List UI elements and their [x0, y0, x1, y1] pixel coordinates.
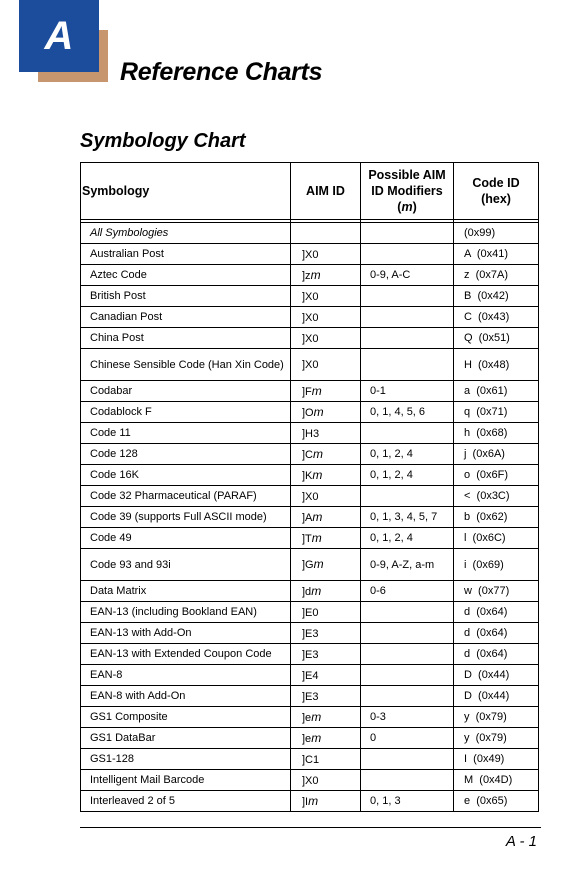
cell-aim-id	[291, 644, 361, 665]
cell-aim-id	[291, 286, 361, 307]
table-row	[81, 244, 539, 265]
cell-modifiers: 0	[361, 728, 454, 749]
cell-modifiers	[361, 328, 454, 349]
aim-id-modifier-var: m	[308, 793, 319, 808]
cell-symbology: Code 39 (supports Full ASCII mode)	[81, 507, 291, 528]
cell-aim-id	[291, 349, 361, 381]
cell-modifiers: 0, 1, 3	[361, 791, 454, 812]
cell-code-id: y (0x79)	[454, 728, 539, 749]
cell-aim-id	[291, 265, 361, 286]
cell-symbology: GS1 Composite	[81, 707, 291, 728]
cell-aim-id	[291, 686, 361, 707]
cell-code-id: w (0x77)	[454, 581, 539, 602]
aim-id-prefix: ]H3	[302, 427, 320, 440]
aim-id-prefix: ]X0	[302, 359, 319, 371]
cell-code-id: D (0x44)	[454, 686, 539, 707]
cell-code-id: d (0x64)	[454, 644, 539, 665]
cell-aim-id	[291, 665, 361, 686]
cell-code-id: b (0x62)	[454, 507, 539, 528]
cell-symbology: British Post	[81, 286, 291, 307]
cell-modifiers	[361, 244, 454, 265]
cell-symbology: EAN-13 with Add-On	[81, 623, 291, 644]
cell-code-id: e (0x65)	[454, 791, 539, 812]
cell-symbology: Aztec Code	[81, 265, 291, 286]
cell-modifiers: 0, 1, 4, 5, 6	[361, 402, 454, 423]
cell-symbology: GS1 DataBar	[81, 728, 291, 749]
aim-id-prefix: ]E3	[302, 690, 319, 703]
cell-modifiers: 0, 1, 3, 4, 5, 7	[361, 507, 454, 528]
aim-id-prefix: ]z	[302, 269, 311, 282]
cell-code-id: y (0x79)	[454, 707, 539, 728]
cell-modifiers	[361, 602, 454, 623]
cell-symbology: China Post	[81, 328, 291, 349]
aim-id-prefix: ]G	[302, 559, 314, 571]
cell-symbology: GS1-128	[81, 749, 291, 770]
cell-symbology: Canadian Post	[81, 307, 291, 328]
cell-aim-id	[291, 707, 361, 728]
cell-aim-id	[291, 444, 361, 465]
table-body	[81, 223, 539, 812]
cell-aim-id	[291, 328, 361, 349]
cell-symbology: Code 49	[81, 528, 291, 549]
cell-modifiers	[361, 349, 454, 381]
aim-id-prefix: ]e	[302, 732, 312, 745]
table-row	[81, 581, 539, 602]
aim-id-prefix: ]X0	[302, 332, 319, 345]
aim-id-modifier-var: m	[313, 446, 323, 461]
symbology-table	[80, 162, 539, 812]
aim-id-modifier-var: m	[311, 730, 322, 745]
table-row	[81, 402, 539, 423]
aim-id-prefix: ]A	[302, 511, 313, 524]
cell-aim-id	[291, 507, 361, 528]
cell-symbology: Codablock F	[81, 402, 291, 423]
cell-symbology: EAN-13 (including Bookland EAN)	[81, 602, 291, 623]
cell-modifiers: 0-6	[361, 581, 454, 602]
cell-aim-id	[291, 602, 361, 623]
cell-code-id: C (0x43)	[454, 307, 539, 328]
cell-aim-id	[291, 465, 361, 486]
table-row	[81, 602, 539, 623]
cell-code-id: M (0x4D)	[454, 770, 539, 791]
header-modifiers-var: m	[401, 200, 413, 214]
aim-id-prefix: ]X0	[302, 774, 319, 787]
cell-modifiers	[361, 749, 454, 770]
cell-modifiers: 0-9, A-C	[361, 265, 454, 286]
aim-id-modifier-var: m	[311, 383, 322, 398]
table-row	[81, 749, 539, 770]
cell-modifiers	[361, 686, 454, 707]
cell-modifiers: 0, 1, 2, 4	[361, 528, 454, 549]
aim-id-modifier-var: m	[312, 509, 323, 524]
aim-id-prefix: ]E3	[302, 627, 319, 640]
header-modifiers-line2: ID Modifiers	[371, 184, 443, 198]
cell-symbology: Data Matrix	[81, 581, 291, 602]
table-row	[81, 707, 539, 728]
aim-id-prefix: ]E0	[302, 606, 319, 619]
cell-aim-id	[291, 528, 361, 549]
aim-id-prefix: ]e	[302, 711, 312, 724]
header-code-id-line2: (hex)	[481, 192, 511, 206]
cell-code-id: Q (0x51)	[454, 328, 539, 349]
cell-symbology: All Symbologies	[81, 223, 291, 244]
cell-modifiers: 0-3	[361, 707, 454, 728]
section-title: Symbology Chart	[80, 130, 246, 152]
table-row	[81, 265, 539, 286]
aim-id-prefix: ]X0	[302, 311, 319, 324]
cell-aim-id	[291, 791, 361, 812]
cell-modifiers	[361, 486, 454, 507]
table-row	[81, 644, 539, 665]
header-code-id	[454, 163, 539, 220]
table-row	[81, 686, 539, 707]
cell-modifiers: 0, 1, 2, 4	[361, 444, 454, 465]
cell-symbology: Australian Post	[81, 244, 291, 265]
table-row	[81, 423, 539, 444]
cell-aim-id	[291, 486, 361, 507]
header-symbology: Symbology	[81, 163, 291, 220]
aim-id-prefix: ]X0	[302, 490, 319, 503]
cell-modifiers	[361, 623, 454, 644]
cell-modifiers: 0-9, A-Z, a-m	[361, 549, 454, 581]
table-row	[81, 665, 539, 686]
cell-aim-id	[291, 770, 361, 791]
cell-aim-id	[291, 381, 361, 402]
table-row	[81, 623, 539, 644]
cell-code-id: j (0x6A)	[454, 444, 539, 465]
table-row	[81, 728, 539, 749]
cell-code-id: i (0x69)	[454, 549, 539, 581]
aim-id-modifier-var: m	[312, 467, 323, 482]
table-row	[81, 307, 539, 328]
cell-code-id: q (0x71)	[454, 402, 539, 423]
cell-code-id: (0x99)	[454, 223, 539, 244]
cell-symbology: Code 11	[81, 423, 291, 444]
cell-code-id: z (0x7A)	[454, 265, 539, 286]
cell-code-id: o (0x6F)	[454, 465, 539, 486]
aim-id-prefix: ]E3	[302, 648, 319, 661]
cell-modifiers	[361, 307, 454, 328]
cell-aim-id	[291, 307, 361, 328]
cell-aim-id	[291, 223, 361, 244]
aim-id-modifier-var: m	[311, 583, 322, 598]
aim-id-prefix: ]X0	[302, 290, 319, 303]
cell-code-id: H (0x48)	[454, 349, 539, 381]
page-title: Reference Charts	[120, 58, 323, 86]
cell-modifiers	[361, 223, 454, 244]
cell-code-id: d (0x64)	[454, 602, 539, 623]
aim-id-modifier-var: m	[313, 404, 324, 419]
aim-id-prefix: ]d	[302, 585, 312, 598]
aim-id-prefix: ]T	[302, 532, 312, 545]
table-row	[81, 349, 539, 381]
cell-aim-id	[291, 728, 361, 749]
aim-id-modifier-var: m	[310, 267, 321, 282]
cell-code-id: a (0x61)	[454, 381, 539, 402]
cell-symbology: Code 93 and 93i	[81, 549, 291, 581]
aim-id-prefix: ]K	[302, 469, 313, 482]
table-row	[81, 328, 539, 349]
cell-aim-id	[291, 423, 361, 444]
aim-id-prefix: ]O	[302, 406, 314, 419]
header-modifiers-line1: Possible AIM	[368, 168, 446, 182]
cell-aim-id	[291, 549, 361, 581]
aim-id-prefix: ]F	[302, 385, 312, 398]
aim-id-prefix: ]C1	[302, 753, 320, 766]
cell-symbology: EAN-8	[81, 665, 291, 686]
cell-code-id: < (0x3C)	[454, 486, 539, 507]
cell-aim-id	[291, 402, 361, 423]
table-row	[81, 549, 539, 581]
cell-modifiers	[361, 770, 454, 791]
table-row	[81, 770, 539, 791]
chapter-tab: A	[19, 0, 99, 72]
cell-aim-id	[291, 581, 361, 602]
cell-symbology: Interleaved 2 of 5	[81, 791, 291, 812]
cell-modifiers	[361, 423, 454, 444]
cell-code-id: l (0x6C)	[454, 528, 539, 549]
cell-aim-id	[291, 623, 361, 644]
table-row	[81, 286, 539, 307]
cell-modifiers	[361, 644, 454, 665]
cell-symbology: Chinese Sensible Code (Han Xin Code)	[81, 349, 291, 381]
cell-symbology: EAN-8 with Add-On	[81, 686, 291, 707]
header-code-id-line1: Code ID	[472, 176, 520, 190]
table-row	[81, 381, 539, 402]
table-row	[81, 486, 539, 507]
table-row	[81, 223, 539, 244]
aim-id-prefix: ]X0	[302, 248, 319, 261]
table-row	[81, 444, 539, 465]
aim-id-prefix: ]C	[302, 448, 313, 461]
cell-aim-id	[291, 749, 361, 770]
cell-code-id: I (0x49)	[454, 749, 539, 770]
table-row	[81, 791, 539, 812]
table-header-row	[81, 163, 539, 220]
cell-symbology: Code 16K	[81, 465, 291, 486]
aim-id-modifier-var: m	[311, 709, 322, 724]
header-aim-id: AIM ID	[291, 163, 361, 220]
cell-modifiers	[361, 665, 454, 686]
cell-modifiers: 0, 1, 2, 4	[361, 465, 454, 486]
cell-symbology: Intelligent Mail Barcode	[81, 770, 291, 791]
cell-symbology: Code 128	[81, 444, 291, 465]
cell-code-id: d (0x64)	[454, 623, 539, 644]
table-row	[81, 465, 539, 486]
table-row	[81, 528, 539, 549]
cell-code-id: A (0x41)	[454, 244, 539, 265]
cell-aim-id	[291, 244, 361, 265]
cell-symbology: EAN-13 with Extended Coupon Code	[81, 644, 291, 665]
cell-symbology: Codabar	[81, 381, 291, 402]
aim-id-prefix: ]E4	[302, 669, 319, 682]
aim-id-modifier-var: m	[313, 557, 324, 571]
page-number: A - 1	[505, 833, 537, 850]
cell-symbology: Code 32 Pharmaceutical (PARAF)	[81, 486, 291, 507]
cell-code-id: h (0x68)	[454, 423, 539, 444]
cell-modifiers: 0-1	[361, 381, 454, 402]
table-row	[81, 507, 539, 528]
cell-code-id: B (0x42)	[454, 286, 539, 307]
aim-id-modifier-var: m	[311, 530, 322, 545]
aim-id-prefix: ]I	[302, 795, 309, 808]
header-modifiers: Possible AIM ID Modifiers (m)	[361, 163, 454, 220]
cell-modifiers	[361, 286, 454, 307]
cell-code-id: D (0x44)	[454, 665, 539, 686]
footer-rule	[80, 827, 541, 828]
